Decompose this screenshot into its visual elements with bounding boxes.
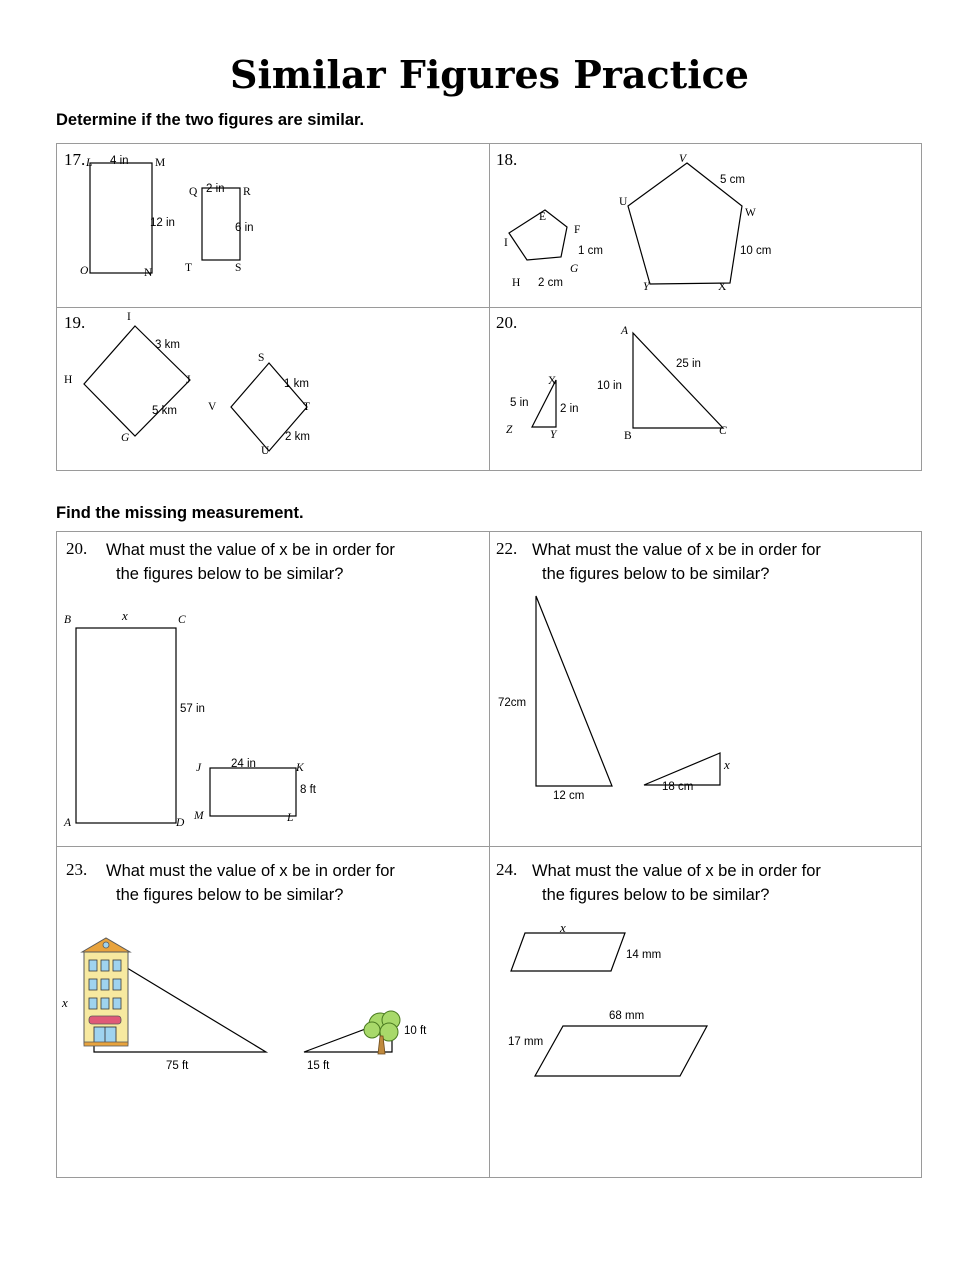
vertex-label: X	[718, 281, 727, 293]
figure-parallelogram-large	[525, 1018, 735, 1093]
vertex-label: U	[619, 196, 628, 208]
vertex-label: D	[176, 817, 185, 829]
vertex-label: B	[64, 614, 72, 626]
problem-prompt-line1: What must the value of x be in order for	[106, 541, 395, 559]
grid-divider-horizontal	[57, 307, 921, 308]
vertex-label: A	[64, 817, 72, 829]
measure-label: x	[62, 995, 68, 1010]
figure-pentagon-vwxyu	[620, 158, 780, 298]
vertex-label: Q	[189, 186, 198, 198]
page-title: Similar Figures Practice	[230, 52, 749, 97]
vertex-label: E	[539, 211, 547, 223]
problem-prompt-line2: the figures below to be similar?	[542, 565, 770, 583]
problem-prompt-line1: What must the value of x be in order for	[532, 862, 821, 880]
problem-prompt-line2: the figures below to be similar?	[116, 565, 344, 583]
measure-label: 12 in	[150, 217, 175, 229]
problem-prompt-line2: the figures below to be similar?	[542, 886, 770, 904]
problem-number: 20.	[496, 313, 518, 332]
measure-label: 5 in	[510, 397, 529, 409]
measure-label: x	[724, 757, 730, 772]
grid-divider-vertical	[489, 532, 490, 1177]
problem-number: 20.	[66, 539, 88, 558]
vertex-label: K	[296, 762, 304, 774]
vertex-label: S	[235, 262, 242, 274]
vertex-label: H	[64, 374, 73, 386]
measure-label: 1 km	[284, 378, 309, 390]
vertex-label: B	[624, 430, 632, 442]
vertex-label: G	[570, 263, 579, 275]
figure-triangle-large	[530, 590, 650, 800]
section-heading-2: Find the missing measurement.	[56, 504, 304, 522]
measure-label: 18 cm	[662, 781, 694, 793]
vertex-label: Z	[506, 424, 513, 436]
measure-label: 15 ft	[307, 1060, 330, 1072]
problem-prompt-line2: the figures below to be similar?	[116, 886, 344, 904]
vertex-label: J	[186, 374, 191, 386]
vertex-label: H	[512, 277, 521, 289]
vertex-label: G	[121, 432, 130, 444]
figure-rhombus-stuv	[225, 355, 335, 465]
vertex-label: C	[178, 614, 186, 626]
measure-label: 5 cm	[720, 174, 745, 186]
measure-label: 25 in	[676, 358, 701, 370]
vertex-label: Y	[643, 281, 650, 293]
measure-label: 2 in	[206, 183, 225, 195]
problem-number: 22.	[496, 539, 518, 558]
vertex-label: Y	[550, 429, 557, 441]
measure-label: 10 ft	[404, 1025, 427, 1037]
vertex-label: V	[679, 153, 687, 165]
figure-rhombus-ijgh	[80, 318, 210, 448]
measure-label: 10 in	[597, 380, 622, 392]
vertex-label: O	[80, 265, 89, 277]
measure-label: x	[560, 920, 566, 935]
measure-label: 75 ft	[166, 1060, 189, 1072]
vertex-label: I	[127, 311, 131, 323]
problem-number: 19.	[64, 313, 86, 332]
vertex-label: W	[745, 207, 756, 219]
figure-triangle-small	[640, 745, 750, 795]
measure-label: 1 cm	[578, 245, 603, 257]
vertex-label: I	[504, 237, 508, 249]
problem-number: 24.	[496, 860, 518, 879]
vertex-label: T	[303, 401, 311, 413]
measure-label: 2 km	[285, 431, 310, 443]
problem-prompt-line1: What must the value of x be in order for	[106, 862, 395, 880]
grid-divider-horizontal	[57, 846, 921, 847]
vertex-label: T	[185, 262, 193, 274]
figure-rectangle-qrst	[198, 180, 268, 280]
vertex-label: C	[719, 425, 727, 437]
problem-number: 18.	[496, 150, 518, 169]
measure-label: x	[122, 608, 128, 623]
problem-number: 23.	[66, 860, 88, 879]
measure-label: 2 cm	[538, 277, 563, 289]
vertex-label: A	[621, 325, 629, 337]
measure-label: 72cm	[498, 697, 527, 709]
vertex-label: S	[258, 352, 265, 364]
measure-label: 57 in	[180, 703, 205, 715]
vertex-label: N	[144, 267, 153, 279]
measure-label: 6 in	[235, 222, 254, 234]
vertex-label: L	[287, 812, 294, 824]
measure-label: 8 ft	[300, 784, 316, 796]
vertex-label: J	[196, 762, 202, 774]
measure-label: 68 mm	[609, 1010, 645, 1022]
figure-triangle-xyz	[528, 375, 588, 445]
vertex-label: R	[243, 186, 251, 198]
measure-label: 4 in	[110, 155, 129, 167]
section-heading-1: Determine if the two figures are similar.	[56, 111, 365, 129]
problem-number: 17.	[64, 150, 86, 169]
vertex-label: V	[208, 401, 217, 413]
measure-label: 2 in	[560, 403, 579, 415]
problem-prompt-line1: What must the value of x be in order for	[532, 541, 821, 559]
measure-label: 3 km	[155, 339, 180, 351]
measure-label: 17 mm	[508, 1036, 544, 1048]
measure-label: 10 cm	[740, 245, 772, 257]
vertex-label: F	[574, 224, 581, 236]
measure-label: 12 cm	[553, 790, 585, 802]
measure-label: 14 mm	[626, 949, 662, 961]
vertex-label: M	[194, 810, 204, 822]
figure-rectangle-bcda	[70, 620, 190, 830]
measure-label: 24 in	[231, 758, 256, 770]
vertex-label: M	[155, 157, 166, 169]
vertex-label: L	[86, 157, 93, 169]
building-icon	[72, 936, 142, 1066]
measure-label: 5 km	[152, 405, 177, 417]
vertex-label: X	[548, 375, 557, 387]
vertex-label: U	[261, 445, 270, 457]
